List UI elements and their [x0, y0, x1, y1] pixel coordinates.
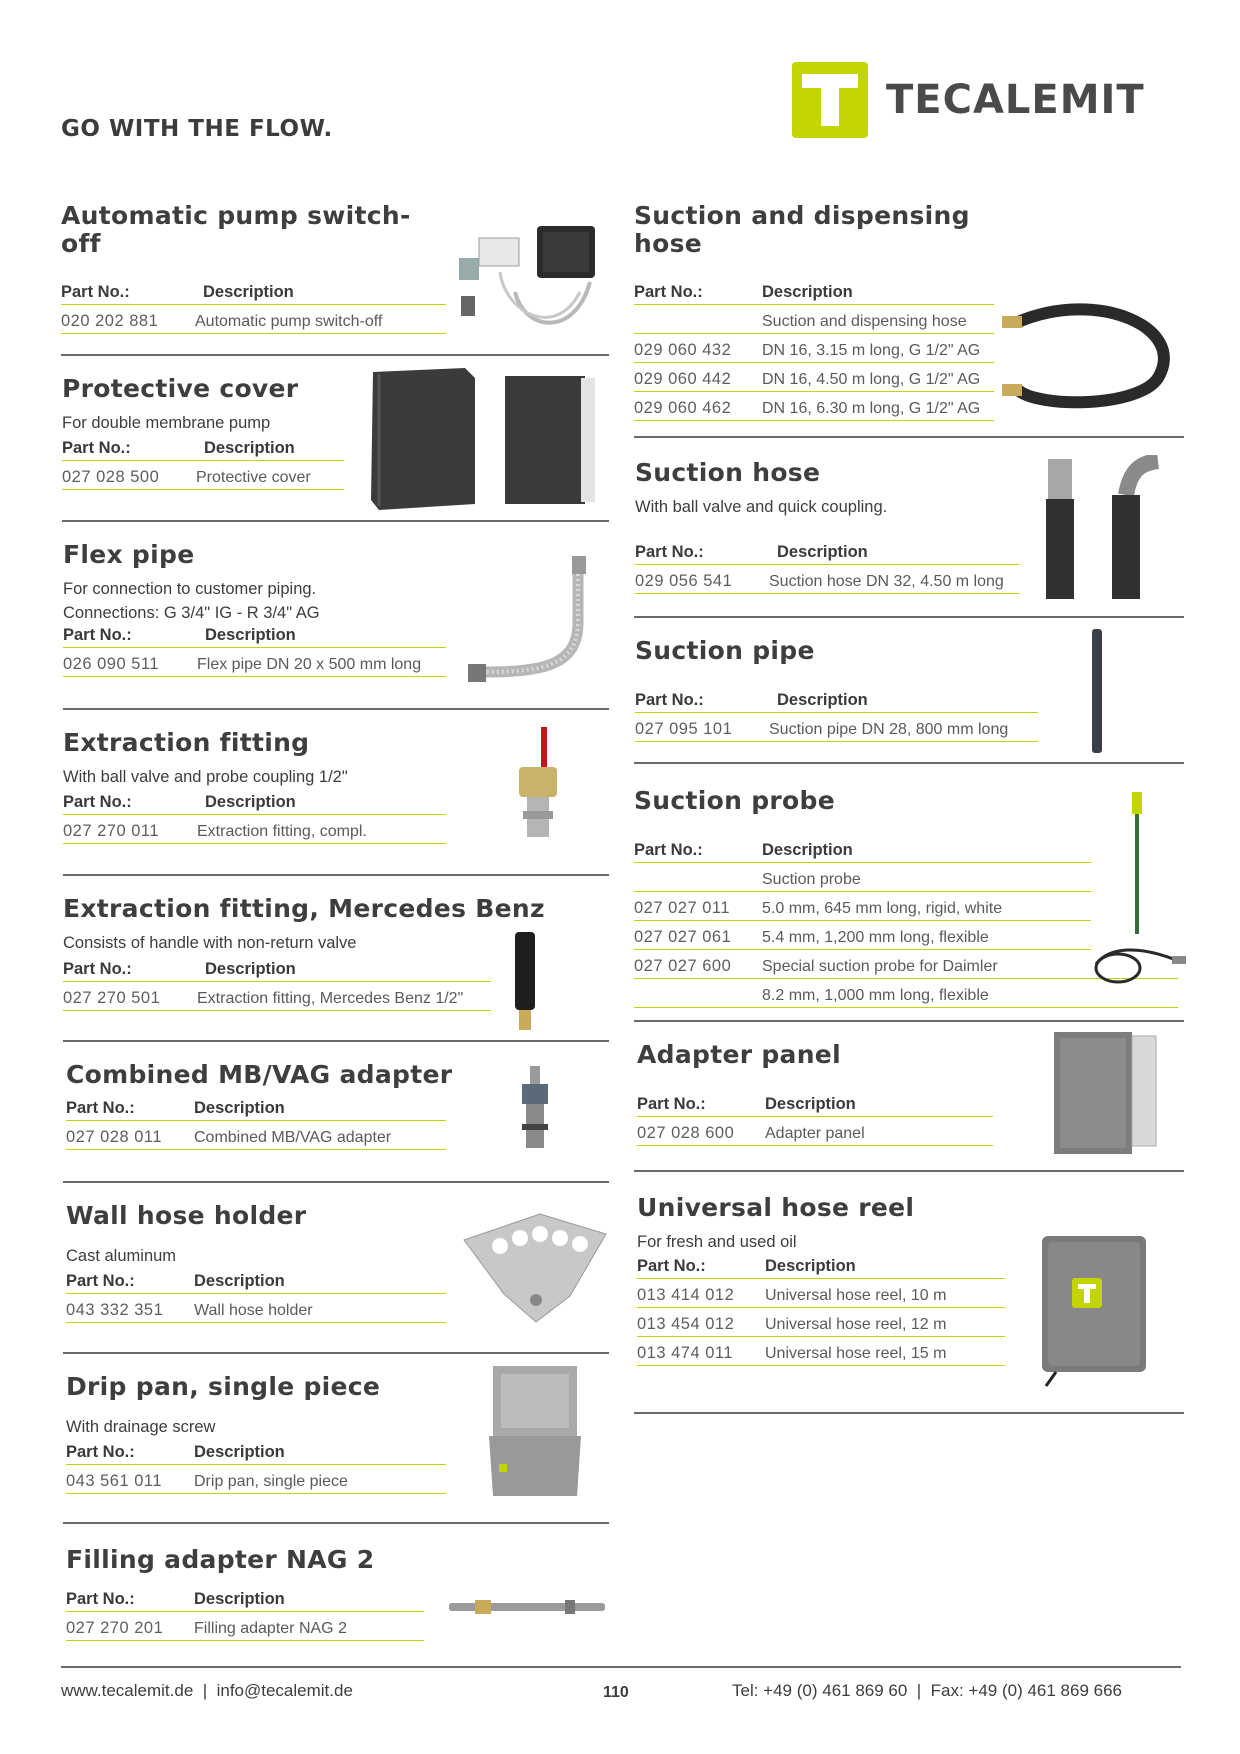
section-title: Drip pan, single piece: [66, 1372, 381, 1401]
parts-table: [66, 1265, 446, 1323]
footer-rule: [61, 1666, 1181, 1668]
table-row: [66, 1294, 446, 1323]
section-divider: [634, 616, 1184, 618]
pump-switch-off-image: [455, 222, 605, 347]
section-divider: [63, 1181, 609, 1183]
parts-table: [61, 276, 446, 334]
table-header: [66, 1436, 446, 1465]
hose-reel-image: [1036, 1230, 1156, 1390]
table-row: [637, 1117, 993, 1146]
col-description: Description: [203, 283, 294, 301]
col-part-no: Part No.:: [634, 283, 703, 301]
table-header: [66, 1265, 446, 1294]
section-suction-pipe: [635, 637, 815, 665]
section-subtitle: For double membrane pump: [62, 414, 271, 432]
drip-pan-image: [485, 1362, 585, 1502]
section-extraction-fitting-mb: [63, 895, 545, 955]
part-description: DN 16, 4.50 m long, G 1/2" AG: [762, 371, 981, 388]
col-part-no: Part No.:: [66, 1590, 135, 1608]
table-row: [635, 565, 1019, 594]
parts-table: [637, 1088, 993, 1146]
table-row: [637, 1308, 1005, 1337]
section-wall-hose-holder: [66, 1202, 306, 1268]
section-title: Suction pipe: [635, 636, 815, 665]
part-number: 013 454 012: [637, 1315, 735, 1333]
parts-table: [63, 619, 446, 677]
section-flex-pipe: [63, 541, 320, 625]
section-title: Filling adapter NAG 2: [66, 1545, 375, 1574]
table-header: [63, 786, 446, 815]
section-title: Combined MB/VAG adapter: [66, 1060, 453, 1089]
extraction-fitting-mb-image: [505, 928, 545, 1036]
part-description: Protective cover: [196, 469, 311, 486]
col-description: Description: [205, 626, 296, 644]
part-number: 027 028 600: [637, 1124, 735, 1142]
col-description: Description: [194, 1099, 285, 1117]
table-header: [63, 619, 446, 648]
part-description: DN 16, 6.30 m long, G 1/2" AG: [762, 400, 981, 417]
section-pump-switch-off: [61, 202, 461, 258]
suction-pipe-image: [1085, 627, 1109, 757]
part-number: 027 027 600: [634, 957, 732, 975]
part-description: DN 16, 3.15 m long, G 1/2" AG: [762, 342, 981, 359]
col-description: Description: [777, 691, 868, 709]
col-part-no: Part No.:: [634, 841, 703, 859]
parts-table: [66, 1092, 446, 1150]
section-title: Wall hose holder: [66, 1201, 307, 1230]
part-number: 026 090 511: [63, 655, 160, 673]
table-row: [63, 648, 446, 677]
table-row: [634, 863, 1091, 892]
page-number: 110: [603, 1684, 629, 1701]
col-part-no: Part No.:: [62, 439, 131, 457]
section-universal-hose-reel: [637, 1194, 914, 1254]
col-part-no: Part No.:: [63, 793, 132, 811]
section-divider: [63, 708, 609, 710]
col-part-no: Part No.:: [66, 1443, 135, 1461]
parts-table: [66, 1436, 446, 1494]
part-description: Flex pipe DN 20 x 500 mm long: [197, 656, 422, 673]
filling-adapter-image: [445, 1596, 610, 1618]
section-subtitle: For fresh and used oil: [637, 1233, 797, 1251]
section-divider: [634, 762, 1184, 764]
part-description: Suction and dispensing hose: [762, 313, 967, 330]
table-header: [637, 1088, 993, 1117]
table-row: [634, 334, 994, 363]
daimler-probe-image: [1090, 942, 1190, 992]
parts-table: [634, 834, 1091, 1008]
section-divider: [634, 1412, 1184, 1414]
section-subtitle: Consists of handle with non-return valve: [63, 934, 357, 952]
table-header: [634, 834, 1091, 863]
col-part-no: Part No.:: [61, 283, 130, 301]
part-description: 8.2 mm, 1,000 mm long, flexible: [762, 987, 989, 1004]
part-description: Suction pipe DN 28, 800 mm long: [769, 721, 1009, 738]
table-header: [61, 276, 446, 305]
col-description: Description: [205, 960, 296, 978]
parts-table: [63, 953, 491, 1011]
part-number: 027 270 201: [66, 1619, 164, 1637]
col-part-no: Part No.:: [637, 1095, 706, 1113]
table-row: [634, 392, 994, 421]
table-row: [62, 461, 344, 490]
part-description: Universal hose reel, 12 m: [765, 1316, 947, 1333]
mb-vag-adapter-image: [510, 1062, 560, 1162]
section-divider: [63, 1352, 609, 1354]
part-description: 5.4 mm, 1,200 mm long, flexible: [762, 929, 989, 946]
parts-table: [66, 1583, 424, 1641]
section-divider: [63, 1040, 609, 1042]
section-divider: [634, 436, 1184, 438]
part-description: Universal hose reel, 15 m: [765, 1345, 947, 1362]
table-row: [634, 892, 1091, 921]
table-row: [637, 1279, 1005, 1308]
section-filling-adapter: [66, 1546, 374, 1574]
col-description: Description: [205, 793, 296, 811]
table-header: [63, 953, 491, 982]
col-description: Description: [762, 841, 853, 859]
part-number: 027 270 011: [63, 822, 160, 840]
col-part-no: Part No.:: [66, 1272, 135, 1290]
part-description: Drip pan, single piece: [194, 1473, 348, 1490]
suction-probe-image: [1122, 790, 1152, 938]
section-divider: [634, 1020, 1184, 1022]
parts-table: [62, 432, 344, 490]
part-number: 029 060 462: [634, 399, 732, 417]
section-subtitle: With ball valve and probe coupling 1/2": [63, 768, 348, 786]
footer-contact-left: www.tecalemit.de | info@tecalemit.de: [61, 1681, 353, 1700]
brand-name: TECALEMIT: [886, 77, 1145, 123]
section-divider: [62, 520, 609, 522]
section-title: Adapter panel: [637, 1040, 841, 1069]
table-row: [634, 305, 994, 334]
col-description: Description: [765, 1095, 856, 1113]
section-drip-pan: [66, 1373, 380, 1439]
table-row: [66, 1612, 424, 1641]
section-divider: [634, 1170, 1184, 1172]
col-description: Description: [194, 1590, 285, 1608]
table-row: [63, 982, 491, 1011]
part-description: Extraction fitting, Mercedes Benz 1/2": [197, 990, 464, 1007]
brand-logo: [792, 62, 1145, 138]
col-description: Description: [777, 543, 868, 561]
part-number: 027 270 501: [63, 989, 161, 1007]
part-number: 043 561 011: [66, 1472, 163, 1490]
section-subtitle: With drainage screw: [66, 1418, 216, 1436]
section-title: Automatic pump switch- off: [61, 201, 411, 258]
table-header: [635, 684, 1038, 713]
table-header: [637, 1250, 1005, 1279]
suction-hose-image: [1040, 455, 1170, 605]
adapter-panel-image: [1050, 1028, 1160, 1158]
parts-table: [63, 786, 446, 844]
section-extraction-fitting: [63, 729, 348, 789]
section-subtitle: For connection to customer piping.: [63, 580, 317, 598]
parts-table: [637, 1250, 1005, 1366]
slogan: GO WITH THE FLOW.: [61, 116, 333, 142]
section-title: Protective cover: [62, 374, 299, 403]
table-row: [634, 363, 994, 392]
table-row: [66, 1465, 446, 1494]
table-header: [62, 432, 344, 461]
section-subtitle-2: Connections: G 3/4" IG - R 3/4" AG: [63, 604, 320, 622]
part-description: Adapter panel: [765, 1125, 865, 1142]
table-row: [635, 713, 1038, 742]
part-description: Automatic pump switch-off: [195, 313, 383, 330]
col-description: Description: [194, 1272, 285, 1290]
section-title: Extraction fitting, Mercedes Benz: [63, 894, 545, 923]
protective-cover-image: [365, 364, 605, 514]
parts-table: [635, 536, 1019, 594]
table-header: [66, 1092, 446, 1121]
section-mb-vag-adapter: [66, 1061, 452, 1089]
part-description: Combined MB/VAG adapter: [194, 1129, 392, 1146]
part-description: Extraction fitting, compl.: [197, 823, 367, 840]
table-header: [635, 536, 1019, 565]
suction-dispensing-hose-image: [998, 298, 1178, 416]
extraction-fitting-image: [505, 725, 575, 850]
parts-table: [634, 276, 994, 421]
table-row: [637, 1337, 1005, 1366]
section-title: Suction hose: [635, 458, 821, 487]
table-row: [634, 921, 1091, 950]
part-number: 029 060 432: [634, 341, 732, 359]
part-number: 013 414 012: [637, 1286, 735, 1304]
part-description: 5.0 mm, 645 mm long, rigid, white: [762, 900, 1003, 917]
part-number: 020 202 881: [61, 312, 159, 330]
section-divider: [63, 1522, 609, 1524]
table-row: [61, 305, 446, 334]
flex-pipe-image: [460, 552, 600, 692]
part-number: 027 028 500: [62, 468, 160, 486]
table-header: [66, 1583, 424, 1612]
part-description: Filling adapter NAG 2: [194, 1620, 347, 1637]
col-part-no: Part No.:: [63, 626, 132, 644]
col-part-no: Part No.:: [637, 1257, 706, 1275]
part-number: 013 474 011: [637, 1344, 734, 1362]
logo-t-icon: [792, 62, 868, 138]
table-header: [634, 276, 994, 305]
col-description: Description: [765, 1257, 856, 1275]
section-subtitle: With ball valve and quick coupling.: [635, 498, 888, 516]
section-divider: [63, 874, 609, 876]
part-description: Wall hose holder: [194, 1302, 313, 1319]
section-title: Universal hose reel: [637, 1193, 915, 1222]
section-suction-dispensing-hose: [634, 202, 1034, 258]
section-suction-hose: [635, 459, 887, 519]
part-number: 043 332 351: [66, 1301, 164, 1319]
part-description: Special suction probe for Daimler: [762, 958, 998, 975]
part-description: Suction hose DN 32, 4.50 m long: [769, 573, 1004, 590]
col-description: Description: [204, 439, 295, 457]
part-number: 027 095 101: [635, 720, 733, 738]
col-part-no: Part No.:: [66, 1099, 135, 1117]
col-part-no: Part No.:: [635, 691, 704, 709]
col-description: Description: [194, 1443, 285, 1461]
part-number: 027 027 061: [634, 928, 732, 946]
section-title: Suction probe: [634, 786, 835, 815]
part-number: 029 056 541: [635, 572, 733, 590]
wall-hose-holder-image: [460, 1210, 610, 1328]
section-suction-probe: [634, 787, 835, 815]
table-row: [66, 1121, 446, 1150]
part-description: Suction probe: [762, 871, 861, 888]
part-number: 027 027 011: [634, 899, 731, 917]
col-description: Description: [762, 283, 853, 301]
part-number: 029 060 442: [634, 370, 732, 388]
parts-table: [635, 684, 1038, 742]
table-row: [63, 815, 446, 844]
section-divider: [61, 354, 609, 356]
col-part-no: Part No.:: [63, 960, 132, 978]
col-part-no: Part No.:: [635, 543, 704, 561]
section-title: Suction and dispensing hose: [634, 201, 970, 258]
part-number: 027 028 011: [66, 1128, 163, 1146]
section-protective-cover: [62, 375, 298, 435]
section-adapter-panel: [637, 1041, 841, 1069]
section-title: Extraction fitting: [63, 728, 310, 757]
part-description: Universal hose reel, 10 m: [765, 1287, 947, 1304]
section-subtitle: Cast aluminum: [66, 1247, 177, 1265]
footer-contact-right: Tel: +49 (0) 461 869 60 | Fax: +49 (0) 461 869 666: [732, 1681, 1123, 1700]
section-title: Flex pipe: [63, 540, 195, 569]
